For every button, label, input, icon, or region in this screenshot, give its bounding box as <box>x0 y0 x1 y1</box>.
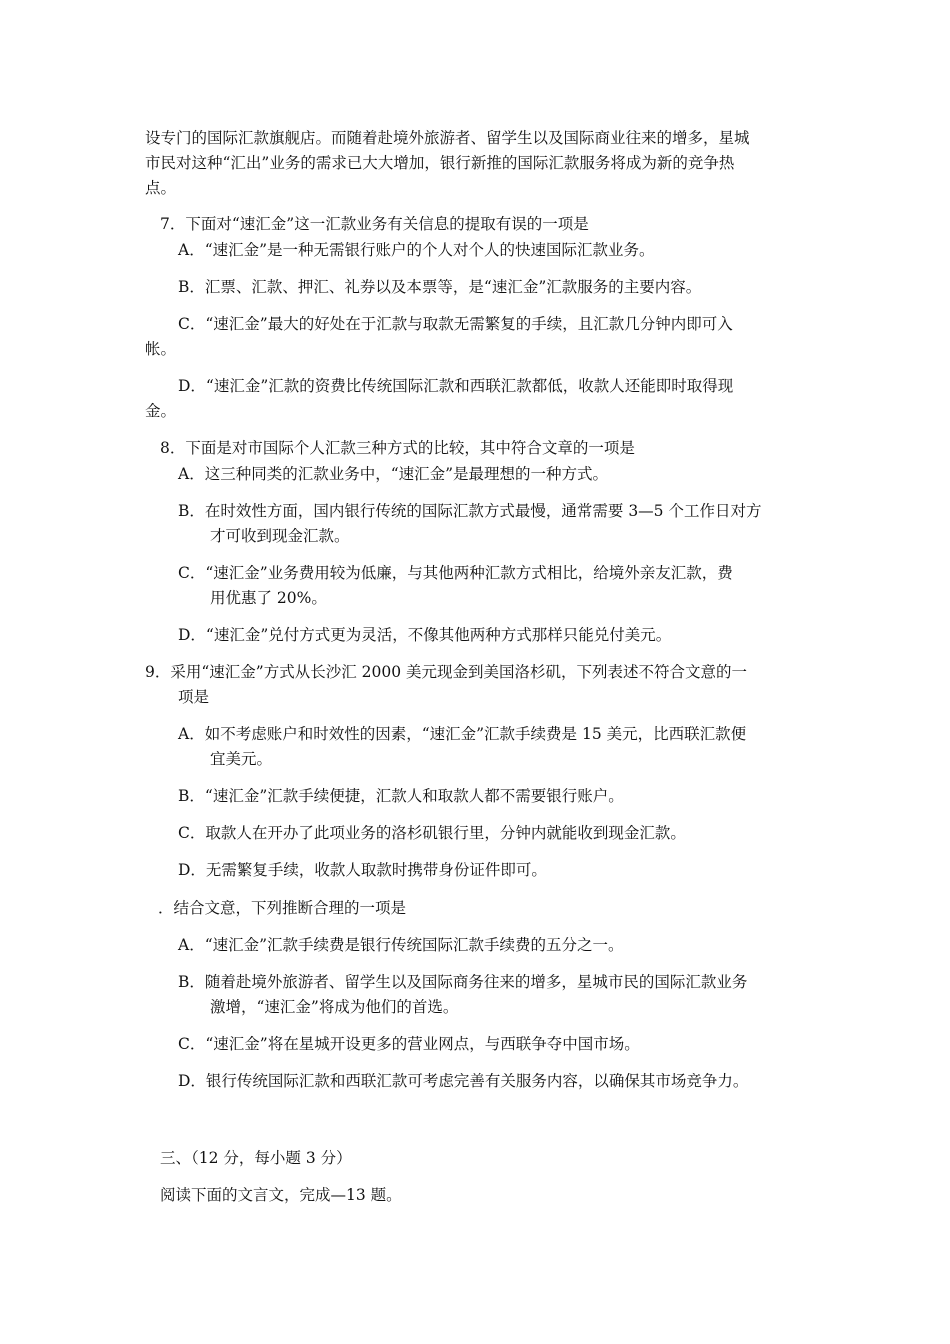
section-3-heading: 三、（12 分，每小题 3 分） <box>160 1149 352 1167</box>
intro-line-1: 设专门的国际汇款旗舰店。而随着赴境外旅游者、留学生以及国际商业往来的增多，星城 <box>145 129 750 147</box>
q10-option-b-line2: 激增，“速汇金”将成为他们的首选。 <box>210 998 459 1016</box>
q10-option-b-line1: B．随着赴境外旅游者、留学生以及国际商务往来的增多，星城市民的国际汇款业务 <box>178 973 748 991</box>
q8-option-a: A．这三种同类的汇款业务中，“速汇金”是最理想的一种方式。 <box>178 465 609 483</box>
q9-option-c: C．取款人在开办了此项业务的洛杉矶银行里，分钟内就能收到现金汇款。 <box>178 824 686 842</box>
q7-option-a: A．“速汇金”是一种无需银行账户的个人对个人的快速国际汇款业务。 <box>178 241 655 259</box>
q9-option-b: B．“速汇金”汇款手续便捷，汇款人和取款人都不需要银行账户。 <box>178 787 624 805</box>
q10-option-a: A．“速汇金”汇款手续费是银行传统国际汇款手续费的五分之一。 <box>178 936 624 954</box>
q9-option-d: D．无需繁复手续，收款人取款时携带身份证件即可。 <box>178 861 547 879</box>
intro-line-2: 市民对这种“汇出”业务的需求已大大增加，银行新推的国际汇款服务将成为新的竞争热 <box>145 154 735 172</box>
q10-option-d: D．银行传统国际汇款和西联汇款可考虑完善有关服务内容，以确保其市场竞争力。 <box>178 1072 749 1090</box>
q8-option-c-line2: 用优惠了 20%。 <box>210 589 327 607</box>
q7-option-c-line1: C．“速汇金”最大的好处在于汇款与取款无需繁复的手续，且汇款几分钟内即可入 <box>178 315 733 333</box>
q9-option-a-line2: 宜美元。 <box>210 750 273 768</box>
q9-stem-line2: 项是 <box>178 688 210 706</box>
q7-option-d-line2: 金。 <box>145 402 177 420</box>
q8-option-b-line1: B．在时效性方面，国内银行传统的国际汇款方式最慢，通常需要 3—5 个工作日对方 <box>178 502 762 520</box>
q8-stem: 8．下面是对市国际个人汇款三种方式的比较，其中符合文章的一项是 <box>160 439 635 457</box>
q9-option-a-line1: A．如不考虑账户和时效性的因素，“速汇金”汇款手续费是 15 美元，比西联汇款便 <box>178 725 747 743</box>
q8-option-d: D．“速汇金”兑付方式更为灵活，不像其他两种方式那样只能兑付美元。 <box>178 626 672 644</box>
q8-option-c-line1: C．“速汇金”业务费用较为低廉，与其他两种汇款方式相比，给境外亲友汇款，费 <box>178 564 733 582</box>
q9-stem-line1: 9．采用“速汇金”方式从长沙汇 2000 美元现金到美国洛杉矶，下列表述不符合文意的一 <box>145 663 748 681</box>
q10-stem: ．结合文意，下列推断合理的一项是 <box>158 899 407 917</box>
q10-option-c: C．“速汇金”将在星城开设更多的营业网点，与西联争夺中国市场。 <box>178 1035 640 1053</box>
q7-option-d-line1: D．“速汇金”汇款的资费比传统国际汇款和西联汇款都低，收款人还能即时取得现 <box>178 377 734 395</box>
q7-stem: 7．下面对“速汇金”这一汇款业务有关信息的提取有误的一项是 <box>160 215 589 233</box>
intro-line-3: 点。 <box>145 179 177 197</box>
q8-option-b-line2: 才可收到现金汇款。 <box>210 527 350 545</box>
section-3-instruction: 阅读下面的文言文，完成—13 题。 <box>160 1186 402 1204</box>
q7-option-b: B．汇票、汇款、押汇、礼券以及本票等，是“速汇金”汇款服务的主要内容。 <box>178 278 702 296</box>
q7-option-c-line2: 帐。 <box>145 340 177 358</box>
